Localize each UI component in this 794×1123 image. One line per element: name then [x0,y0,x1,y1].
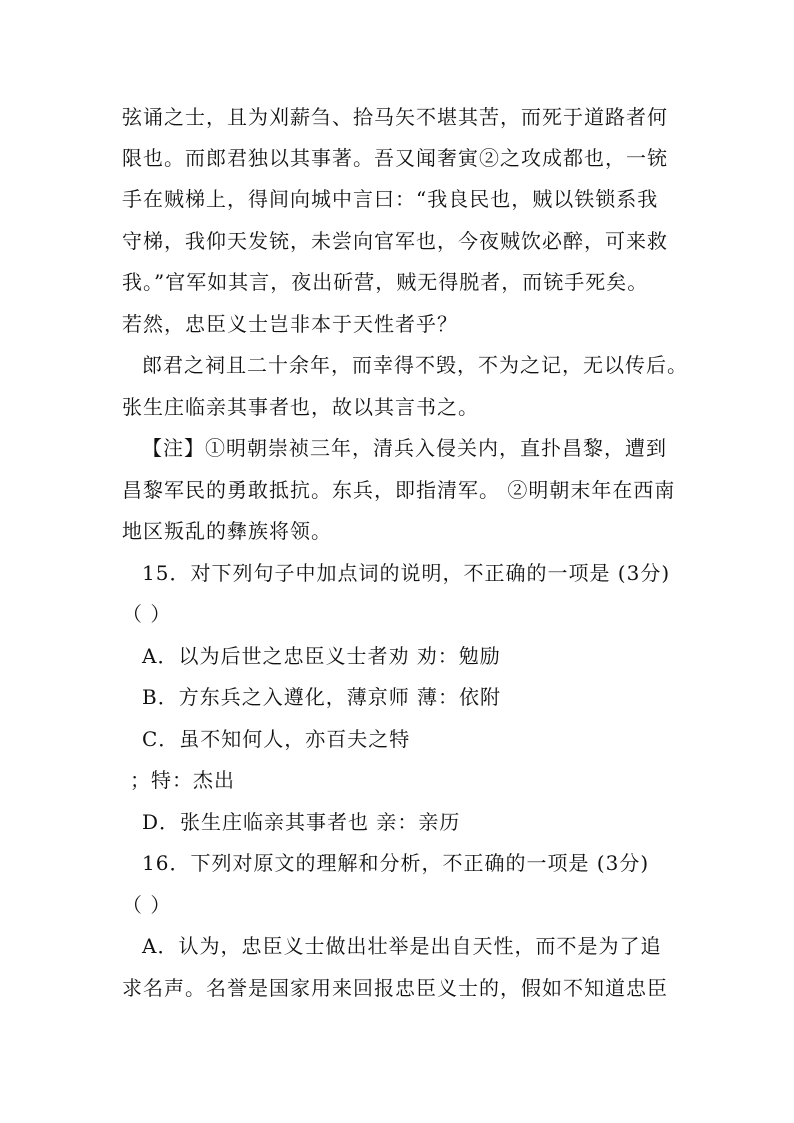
text-line: 守梯，我仰天发铳，未尝向官军也，今夜贼饮必醉，可来救 [122,229,668,253]
note-line: 【注】①明朝崇祯三年，清兵入侵关内，直扑昌黎，遭到 [142,436,667,460]
question-line: 15．对下列句子中加点词的说明，不正确的一项是 (3分) [142,561,671,585]
note-line: 昌黎军民的勇敢抵抗。东兵，即指清军。 ②明朝末年在西南 [122,478,676,502]
note-line: 地区叛乱的彝族将领。 [122,519,332,543]
option-line: ；特：杰出 [130,768,235,792]
text-line: 弦诵之士，且为刈薪刍、拾马矢不堪其苦，而死于道路者何 [122,105,668,129]
text-line: 我。”官军如其言，夜出斫营，贼无得脱者，而铳手死矣。 [122,270,649,294]
option-line: B．方东兵之入遵化，薄京师 薄：依附 [142,685,502,709]
text-line: 限也。而郎君独以其事著。吾又闻奢寅②之攻成都也，一铳 [122,146,668,170]
answer-bracket: （ ） [122,893,172,917]
answer-bracket: （ ） [122,602,172,626]
option-line: C．虽不知何人，亦百夫之特 [142,727,411,751]
text-line: 郎君之祠且二十余年，而幸得不毁，不为之记，无以传后。 [142,353,688,377]
option-line: 求名声。名誉是国家用来回报忠臣义士的，假如不知道忠臣 [122,976,668,1000]
option-line: D．张生庄临亲其事者也 亲：亲历 [142,810,461,834]
text-line: 张生庄临亲其事者也，故以其言书之。 [122,395,479,419]
text-line: 若然，忠臣义士岂非本于天性者乎？ [122,312,458,336]
option-line: A．以为后世之忠臣义士者劝 劝：勉励 [142,644,501,668]
text-line: 手在贼梯上，得间向城中言曰：“我良民也，贼以铁锁系我 [122,187,659,211]
option-line: A．认为，忠臣义士做出壮举是出自天性，而不是为了追 [142,934,662,958]
question-line: 16．下列对原文的理解和分析，不正确的一项是 (3分) [142,851,650,875]
